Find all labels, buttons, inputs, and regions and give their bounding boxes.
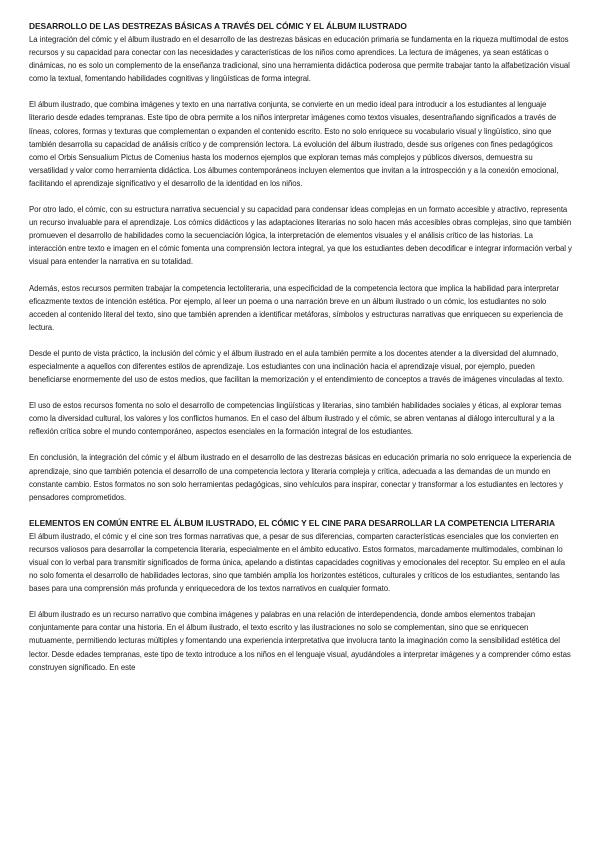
- paragraph: El álbum ilustrado, que combina imágenes y texto en una narrativa conjunta, se convierte en un medio ideal para introducir a los estudiantes al lenguaje literario desde edades tempranas. Este tipo de obra permite a los niños interpretar imágenes como textos visuales, desentrañando significados a través de líneas, colores, formas y texturas que complementan o expanden el contenido escrito. Esto no solo enriquece su vocabulario visual y lingüístico, sino que también desarrolla su capacidad de análisis crítico y de comprensión lectora. La evolución del álbum ilustrado, desde sus orígenes con fines pedagógicos como el Orbis Sensualium Pictus de Comenius hasta los modernos ejemplos que exploran temas más complejos y públicos diversos, demuestra su versatilidad y valor como herramienta didáctica. Los álbumes contemporáneos incluyen elementos que invitan a la introspección y a la conexión emocional, facilitando el aprendizaje significativo y el desarrollo de la identidad en los niños.: [29, 100, 559, 188]
- paragraph: Desde el punto de vista práctico, la inclusión del cómic y el álbum ilustrado en el aula también permite a los docentes atender a la diversidad del alumnado, especialmente a aquellos con diferentes estilos de aprendizaje. Los estudiantes con una inclinación hacia el aprendizaje visual, por ejemplo, pueden beneficiarse enormemente del uso de estos medios, que facilitan la memorización y el entendimiento de conceptos a través de imágenes vinculadas al texto.: [29, 348, 564, 385]
- paragraph: En conclusión, la integración del cómic y el álbum ilustrado en el desarrollo de las destrezas básicas en educación primaria no solo enriquece la experiencia de aprendizaje, sino que también potencia el desarrollo de una competencia lectora y literaria compleja y crítica, adecuada a las demandas de un mundo en constante cambio. Estos formatos no son solo herramientas pedagógicas, sino vehículos para inspirar, conectar y transformar a los estudiantes en lectores y pensadores comprometidos.: [29, 453, 572, 502]
- section-title-destrezas: DESARROLLO DE LAS DESTREZAS BÁSICAS A TRAVÉS DEL CÓMIC Y EL ÁLBUM ILUSTRADO: [29, 21, 407, 31]
- paragraph: El uso de estos recursos fomenta no solo el desarrollo de competencias lingüísticas y literarias, sino también habilidades sociales y éticas, al explorar temas como la diversidad cultural, los valores y los conflictos humanos. En el caso del álbum ilustrado y el cómic, se abren ventanas al diálogo intercultural y a la reflexión crítica sobre el mundo contemporáneo, aspectos esenciales en la formación integral de los estudiantes.: [29, 401, 562, 437]
- paragraph: El álbum ilustrado, el cómic y el cine son tres formas narrativas que, a pesar de sus diferencias, comparten características esenciales que los convierten en recursos valiosos para desarrollar la competencia literaria, especialmente en el ámbito educativo. Estos formatos, marcadamente multimodales, combinan lo visual con lo verbal para transmitir significados de forma única, apelando a distintas capacidades cognitivas y emocionales del receptor. Su empleo en el aula no solo fomenta el desarrollo de habilidades lectoras, sino que también amplía los horizontes estéticos, culturales y críticos de los estudiantes, sentando las bases para una comprensión más profunda y enriquecedora de los textos narrativos en cualquier formato.: [29, 531, 566, 594]
- paragraph: La integración del cómic y el álbum ilustrado en el desarrollo de las destrezas básicas en educación primaria se fundamenta en la riqueza multimodal de estos recursos y su capacidad para conectar con las necesidades y características de los niños como aprendices. La lectura de imágenes, ya sean estáticas o dinámicas, no es solo un complemento de la enseñanza tradicional, sino una herramienta didáctica poderosa que permite trabajar tanto la alfabetización visual como la textual, fomentando habilidades cognitivas y lingüísticas de forma integral.: [29, 35, 570, 84]
- paragraph: El álbum ilustrado es un recurso narrativo que combina imágenes y palabras en una relación de interdependencia, donde ambos elementos trabajan conjuntamente para contar una historia. En el álbum ilustrado, el texto escrito y las ilustraciones no solo se complementan, sino que se enriquecen mutuamente, permitiendo lecturas múltiples y fomentando una experiencia interpretativa que involucra tanto la imaginación como la sensibilidad estética del lector. Desde edades tempranas, este tipo de texto introduce a los niños en el lenguaje visual, ayudándoles a interpretar imágenes y a comprender cómo estas construyen significado. En este: [29, 610, 571, 672]
- paragraph: Además, estos recursos permiten trabajar la competencia lectoliteraria, una especificidad de la competencia lectora que implica la habilidad para interpretar eficazmente textos de intención estética. Por ejemplo, al leer un poema o una narración breve en un álbum ilustrado o un cómic, los estudiantes no solo acceden al contenido literal del texto, sino que también aprenden a identificar metáforas, símbolos y estructuras narrativas que enriquecen su experiencia de lectura.: [29, 283, 563, 332]
- paragraph: Por otro lado, el cómic, con su estructura narrativa secuencial y su capacidad para condensar ideas complejas en un formato accesible y atractivo, representa un recurso invaluable para el aprendizaje. Los cómics didácticos y las adaptaciones literarias no solo hacen más accesibles obras complejas, sino que también promueven el desarrollo de habilidades como la secuenciación lógica, la interpretación de elementos visuales y el análisis crítico de las historias. La interacción entre texto e imagen en el cómic fomenta una comprensión lectora integral, ya que los estudiantes deben decodificar e integrar información verbal y visual para entender la narrativa en su totalidad.: [29, 205, 572, 267]
- section-title-elementos-comunes: ELEMENTOS EN COMÚN ENTRE EL ÁLBUM ILUSTRADO, EL CÓMIC Y EL CINE PARA DESARROLLAR LA COMPETENCIA LITERARIA: [29, 517, 555, 528]
